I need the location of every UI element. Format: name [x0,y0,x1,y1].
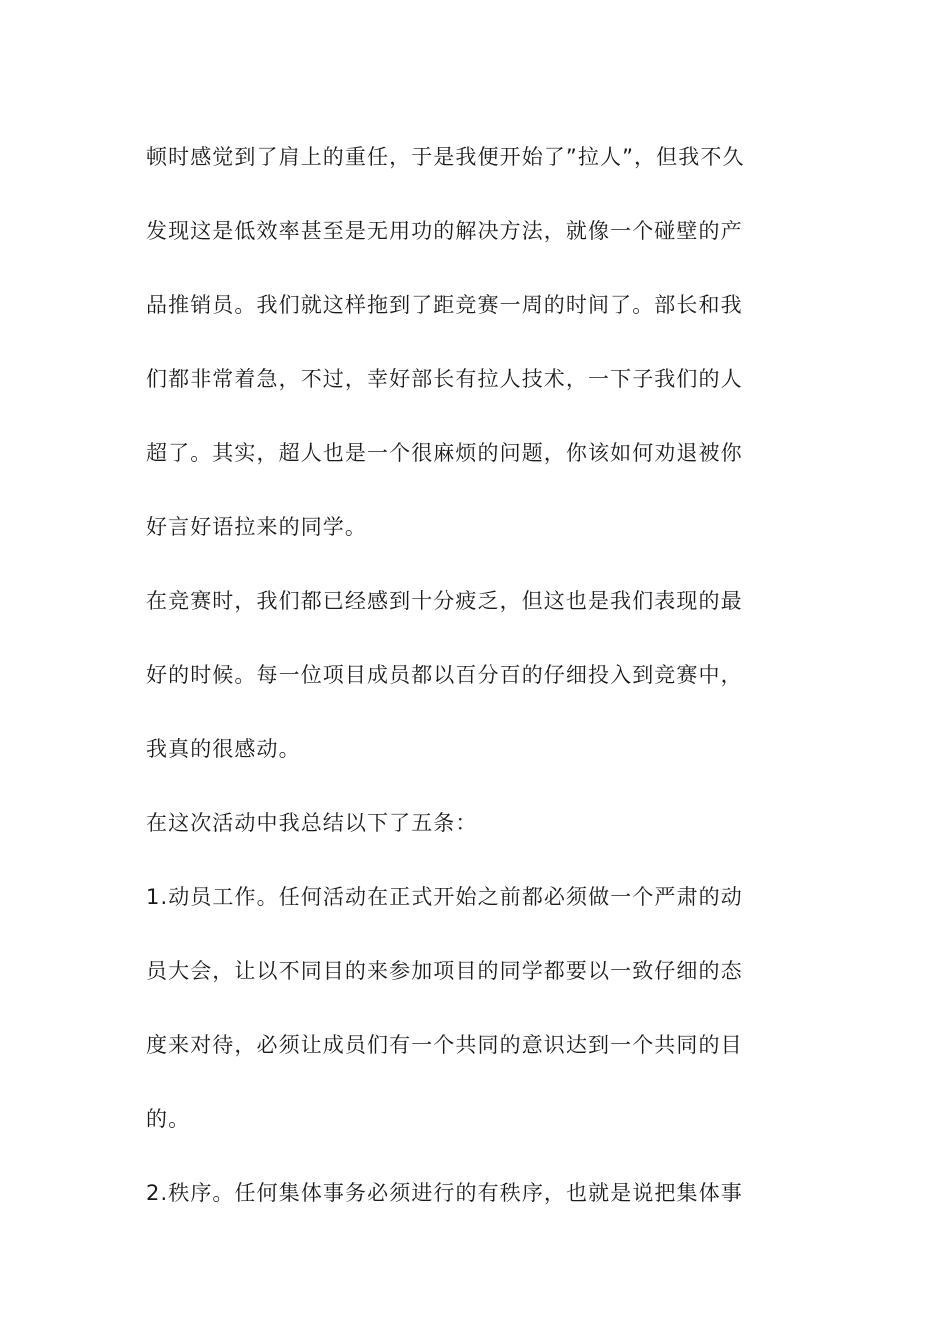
text-line: 2.秩序。任何集体事务必须进行的有秩序，也就是说把集体事 [146,1181,743,1205]
text-line: 超了。其实，超人也是一个很麻烦的问题，你该如何劝退被你 [146,441,743,465]
text-line: 度来对待，必须让成员们有一个共同的意识达到一个共同的目 [146,1033,743,1057]
text-line: 们都非常着急，不过，幸好部长有拉人技术，一下子我们的人 [146,367,743,391]
text-line: 好的时候。每一位项目成员都以百分百的仔细投入到竞赛中， [146,663,743,687]
text-line: 我真的很感动。 [146,737,301,761]
document-body [146,132,808,1242]
text-line: 好言好语拉来的同学。 [146,515,367,539]
text-line: 的。 [146,1107,191,1131]
text-line: 顿时感觉到了肩上的重任，于是我便开始了”拉人”，但我不久 [146,145,745,169]
text-line: 在这次活动中我总结以下了五条： [146,811,478,835]
text-line: 发现这是低效率甚至是无用功的解决方法，就像一个碰壁的产 [146,219,743,243]
text-line: 员大会，让以不同目的来参加项目的同学都要以一致仔细的态 [146,959,743,983]
text-line: 1.动员工作。任何活动在正式开始之前都必须做一个严肃的动 [146,885,743,909]
text-line: 品推销员。我们就这样拖到了距竞赛一周的时间了。部长和我 [146,293,743,317]
text-line: 在竞赛时，我们都已经感到十分疲乏，但这也是我们表现的最 [146,589,743,613]
